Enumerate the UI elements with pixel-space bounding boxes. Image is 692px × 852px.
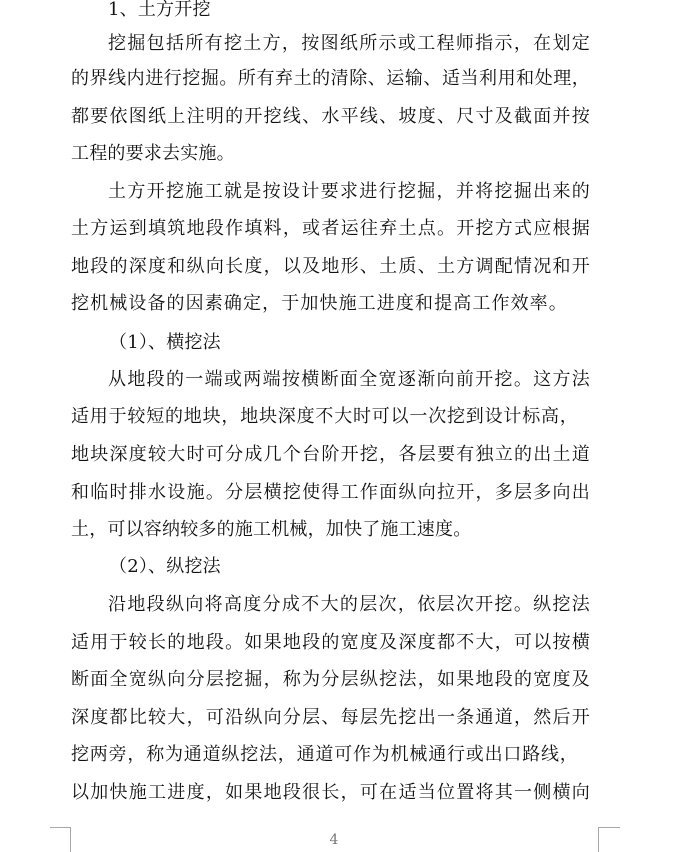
paragraph-line: 工程的要求去实施。 (71, 143, 235, 164)
paragraph-line: 土，可以容纳较多的施工机械，加快了施工速度。 (71, 519, 472, 540)
subheading-horizontal-excavation: （1）、横挖法 (109, 332, 221, 353)
paragraph-line: 的界线内进行挖掘。所有弃土的清除、运输、适当利用和处理， (71, 68, 590, 89)
paragraph-line: 适用于较短的地块，地块深度不大时可以一次挖到设计标高， (71, 406, 578, 427)
crop-mark (50, 827, 70, 828)
paragraph-line: 地块深度较大时可分成几个台阶开挖，各层要有独立的出土道 (71, 444, 590, 465)
paragraph-line: 深度都比较大，可沿纵向分层、每层先挖出一条通道，然后开 (71, 707, 590, 728)
paragraph-line: 沿地段纵向将高度分成不大的层次，依层次开挖。纵挖法 (108, 594, 590, 615)
paragraph-line: 以加快施工进度，如果地段很长，可在适当位置将其一侧横向 (71, 782, 590, 803)
paragraph-line: 地段的深度和纵向长度，以及地形、土质、土方调配情况和开 (71, 256, 590, 277)
crop-mark (70, 827, 71, 852)
page-number: 4 (329, 832, 339, 848)
paragraph-line: 土方开挖施工就是按设计要求进行挖掘，并将挖掘出来的 (108, 181, 590, 202)
paragraph-line: 土方运到填筑地段作填料，或者运往弃土点。开挖方式应根据 (71, 218, 590, 239)
paragraph-line: 挖两旁，称为通道纵挖法，通道可作为机械通行或出口路线， (71, 744, 578, 765)
paragraph-line: 都要依图纸上注明的开挖线、水平线、坡度、尺寸及截面并按 (71, 106, 590, 127)
paragraph-line: 适用于较长的地段。如果地段的宽度及深度都不大，可以按横 (71, 632, 590, 653)
section-heading-earthwork: 1、土方开挖 (108, 0, 211, 20)
paragraph-line: 挖机械设备的因素确定，于加快施工进度和提高工作效率。 (71, 293, 567, 314)
paragraph-line: 和临时排水设施。分层横挖使得工作面纵向拉开，多层多向出 (71, 482, 590, 503)
crop-mark (598, 827, 620, 828)
paragraph-line: 断面全宽纵向分层挖掘，称为分层纵挖法，如果地段的宽度及 (71, 669, 590, 690)
paragraph-line: 从地段的一端或两端按横断面全宽逐渐向前开挖。这方法 (108, 369, 590, 390)
paragraph-line: 挖掘包括所有挖土方，按图纸所示或工程师指示，在划定 (108, 33, 590, 54)
subheading-longitudinal-excavation: （2）、纵挖法 (109, 556, 221, 577)
crop-mark (598, 827, 599, 852)
